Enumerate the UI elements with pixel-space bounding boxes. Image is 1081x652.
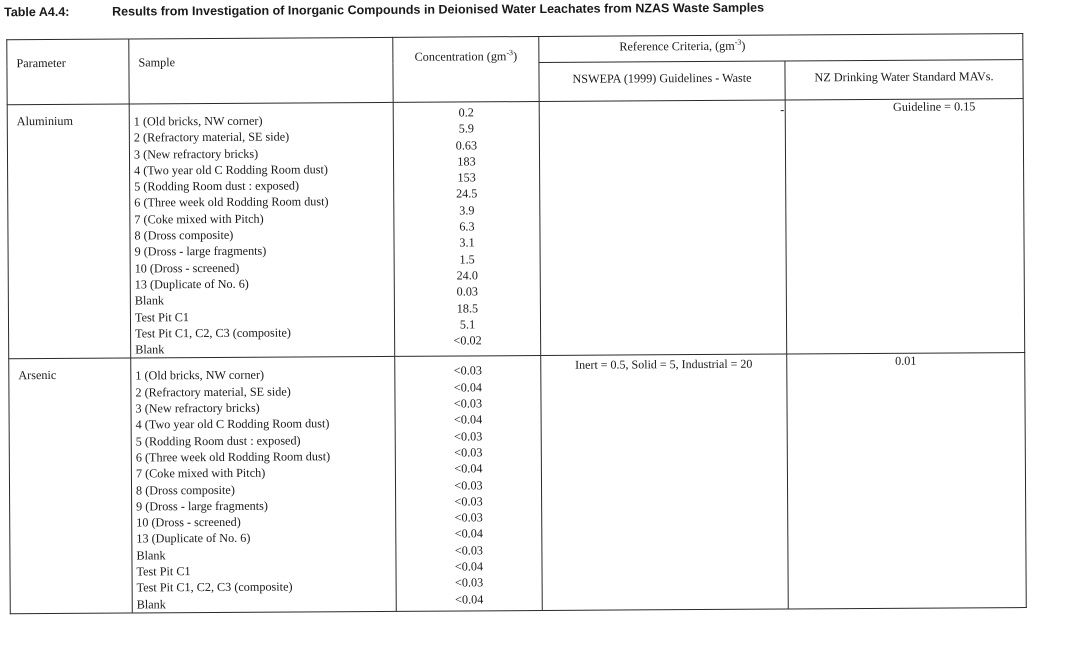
sample-name: 8 (Dross composite) <box>134 227 234 243</box>
concentration-value: 3.1 <box>459 235 475 250</box>
nswepa-guideline: Inert = 0.5, Solid = 5, Industrial = 20 <box>575 357 753 373</box>
concentration-value: <0.04 <box>453 380 483 395</box>
concentration-value: <0.03 <box>454 428 483 444</box>
sample-name: Test Pit C1 <box>136 564 191 579</box>
concentration-value: <0.04 <box>454 559 484 574</box>
concentration-value: 24.0 <box>456 268 478 283</box>
concentration-value: <0.03 <box>454 477 483 493</box>
nswepa-guideline: - <box>780 102 785 117</box>
nz-mav-value: 0.01 <box>895 354 917 369</box>
sample-name: 13 (Duplicate of No. 6) <box>134 276 249 292</box>
sample-name: 1 (Old bricks, NW corner) <box>135 368 265 383</box>
concentration-value: <0.03 <box>454 543 484 558</box>
concentration-value: 153 <box>457 170 476 185</box>
concentration-value: <0.02 <box>453 333 482 348</box>
sample-name: 5 (Rodding Room dust : exposed) <box>134 178 300 194</box>
sample-cell <box>131 357 397 613</box>
sample-name: 9 (Dross - large fragments) <box>134 244 267 259</box>
concentration-value: <0.03 <box>453 396 483 411</box>
sample-name: 2 (Refractory material, SE side) <box>133 129 290 145</box>
concentration-value: <0.04 <box>455 591 484 607</box>
sample-name: Blank <box>134 293 165 308</box>
parameter-name: Arsenic <box>18 368 57 383</box>
sample-name: 4 (Two year old C Rodding Room dust) <box>134 162 328 178</box>
sample-cell <box>129 102 395 358</box>
header-nswepa: NSWEPA (1999) Guidelines - Waste <box>539 61 785 101</box>
concentration-value: <0.03 <box>454 510 483 525</box>
concentration-value: <0.04 <box>454 526 483 541</box>
nz-mav-cell <box>785 99 1025 355</box>
sample-name: Test Pit C1, C2, C3 (composite) <box>136 579 293 595</box>
concentration-value: 18.5 <box>456 300 479 316</box>
concentration-value: 1.5 <box>459 252 475 267</box>
sample-name: Test Pit C1 <box>134 309 190 325</box>
concentration-value: 24.5 <box>456 186 478 201</box>
sample-name: 8 (Dross composite) <box>135 482 235 498</box>
header-parameter: Parameter <box>7 39 129 105</box>
sample-name: 13 (Duplicate of No. 6) <box>136 531 251 546</box>
concentration-value: <0.03 <box>454 494 483 509</box>
concentration-value: 3.9 <box>459 203 475 218</box>
concentration-cell <box>395 356 543 611</box>
table-title: Results from Investigation of Inorganic Compounds in Deionised Water Leachates from NZAS Waste Samples <box>112 0 765 19</box>
sample-name: 3 (New refractory bricks) <box>135 400 260 416</box>
header-concentration: Concentration $(gm^{-3})$ <box>393 37 539 103</box>
sample-name: 1 (Old bricks, NW corner) <box>133 113 263 129</box>
concentration-value: 5.1 <box>459 317 476 332</box>
results-table <box>6 33 1026 614</box>
parameter-cell <box>7 104 131 359</box>
parameter-cell <box>9 358 133 613</box>
sample-name: 4 (Two year old C Rodding Room dust) <box>135 416 330 432</box>
concentration-value: <0.03 <box>454 575 484 590</box>
concentration-value: 5.9 <box>458 121 474 136</box>
table-number: Table A4.4: <box>4 4 70 20</box>
sample-name: Blank <box>135 342 165 357</box>
sample-name: 9 (Dross - large fragments) <box>136 498 268 514</box>
concentration-value: 0.2 <box>458 105 474 120</box>
sample-name: 10 (Dross - screened) <box>136 514 241 530</box>
sample-name: 10 (Dross - screened) <box>134 260 240 276</box>
sample-name: Blank <box>136 548 166 563</box>
table-row <box>9 353 1027 614</box>
sample-name: 7 (Coke mixed with Pitch) <box>134 211 264 227</box>
concentration-value: 183 <box>457 154 476 169</box>
concentration-value: <0.03 <box>453 363 482 378</box>
nswepa-cell <box>539 100 787 356</box>
header-sample: Sample <box>129 37 393 104</box>
sample-name: 7 (Coke mixed with Pitch) <box>135 465 266 481</box>
nz-mav-cell <box>787 353 1027 609</box>
concentration-value: <0.04 <box>453 412 483 427</box>
sample-name: 2 (Refractory material, SE side) <box>135 384 291 400</box>
sample-name: 5 (Rodding Room dust : exposed) <box>135 433 301 449</box>
sample-name: Test Pit C1, C2, C3 (composite) <box>135 325 292 341</box>
sample-name: Blank <box>136 596 166 612</box>
concentration-value: <0.03 <box>454 445 483 460</box>
nswepa-cell <box>541 354 789 610</box>
concentration-value: 0.63 <box>455 137 478 153</box>
concentration-cell <box>393 102 541 357</box>
sample-name: 3 (New refractory bricks) <box>133 146 259 162</box>
parameter-name: Aluminium <box>16 113 74 129</box>
sample-name: 6 (Three week old Rodding Room dust) <box>135 449 331 465</box>
header-reference-criteria: Reference Criteria, $(gm^{-3})$ <box>539 34 1023 63</box>
concentration-value: 0.03 <box>456 284 479 299</box>
concentration-value: <0.04 <box>454 461 483 476</box>
table-row <box>7 99 1025 360</box>
nz-mav-value: Guideline = 0.15 <box>892 99 976 114</box>
concentration-value: 6.3 <box>459 219 475 234</box>
sample-name: 6 (Three week old Rodding Room dust) <box>134 194 329 210</box>
header-nz-drinking-water: NZ Drinking Water Standard MAVs. <box>785 60 1023 100</box>
